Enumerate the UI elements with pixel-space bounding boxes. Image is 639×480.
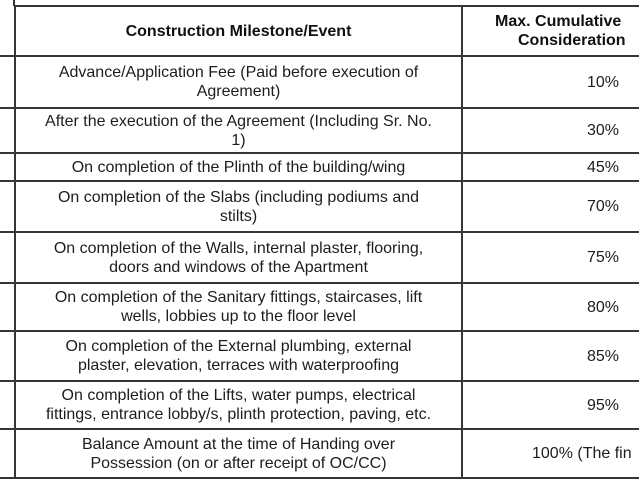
serial-cell — [0, 232, 15, 283]
payment-schedule-table — [0, 5, 639, 479]
value-cell: 95% — [462, 381, 639, 429]
serial-cell — [0, 331, 15, 381]
value-column-header — [462, 6, 639, 56]
table-row — [0, 381, 639, 429]
serial-cell — [0, 429, 15, 478]
milestone-cell — [15, 331, 462, 381]
milestone-line: wells, lobbies up to the floor level — [121, 308, 356, 325]
table-row — [0, 283, 639, 331]
milestone-cell — [15, 381, 462, 429]
milestone-cell — [15, 56, 462, 108]
table-row — [0, 232, 639, 283]
value-cell: 100% (The fin — [462, 429, 639, 478]
milestone-line: Advance/Application Fee (Paid before execution of — [58, 64, 419, 81]
milestone-cell — [15, 429, 462, 478]
serial-cell — [0, 56, 15, 108]
serial-cell — [0, 283, 15, 331]
value-cell: 75% — [462, 232, 639, 283]
table-row — [0, 108, 639, 153]
milestone-column-header: Construction Milestone/Event — [15, 6, 462, 56]
milestone-line: On completion of the External plumbing, external — [65, 338, 412, 355]
milestone-line: On completion of the Lifts, water pumps, electrical — [61, 387, 416, 404]
milestone-cell — [15, 232, 462, 283]
serial-header-cell — [0, 6, 15, 56]
serial-cell — [0, 381, 15, 429]
milestone-line: Agreement) — [196, 83, 281, 100]
milestone-line: On completion of the Walls, internal plaster, flooring, — [53, 239, 424, 257]
milestone-cell — [15, 108, 462, 153]
milestone-cell — [15, 181, 462, 232]
milestone-line: 1) — [231, 131, 246, 149]
serial-cell — [0, 108, 15, 153]
table-row — [0, 181, 639, 232]
milestone-line: On completion of the Slabs (including podiums and — [57, 188, 420, 206]
milestone-line: doors and windows of the Apartment — [109, 258, 368, 276]
value-cell: 45% — [462, 153, 639, 181]
milestone-line: plaster, elevation, terraces with waterproofing — [77, 357, 400, 374]
milestone-cell — [15, 283, 462, 331]
value-header-line1: Max. Cumulative — [495, 13, 622, 30]
milestone-line: stilts) — [219, 207, 258, 225]
serial-cell — [0, 181, 15, 232]
value-cell: 30% — [462, 108, 639, 153]
value-cell: 80% — [462, 283, 639, 331]
table-header-row — [0, 6, 639, 56]
value-cell: 85% — [462, 331, 639, 381]
value-cell: 10% — [462, 56, 639, 108]
milestone-line: On completion of the Sanitary fittings, staircases, lift — [54, 289, 423, 306]
value-header-line2: Consideration — [518, 32, 626, 49]
milestone-line: fittings, entrance lobby/s, plinth protection, paving, etc. — [45, 406, 432, 423]
milestone-line: Balance Amount at the time of Handing over — [81, 435, 396, 453]
milestone-line: On completion of the Plinth of the building/wing — [71, 158, 406, 176]
serial-cell — [0, 153, 15, 181]
milestone-cell — [15, 153, 462, 181]
milestone-line: After the execution of the Agreement (Including Sr. No. — [45, 112, 432, 130]
table-row — [0, 331, 639, 381]
table-row — [0, 429, 639, 478]
value-cell: 70% — [462, 181, 639, 232]
milestone-line: Possession (on or after receipt of OC/CC) — [90, 454, 387, 472]
table-row — [0, 56, 639, 108]
table-row — [0, 153, 639, 181]
